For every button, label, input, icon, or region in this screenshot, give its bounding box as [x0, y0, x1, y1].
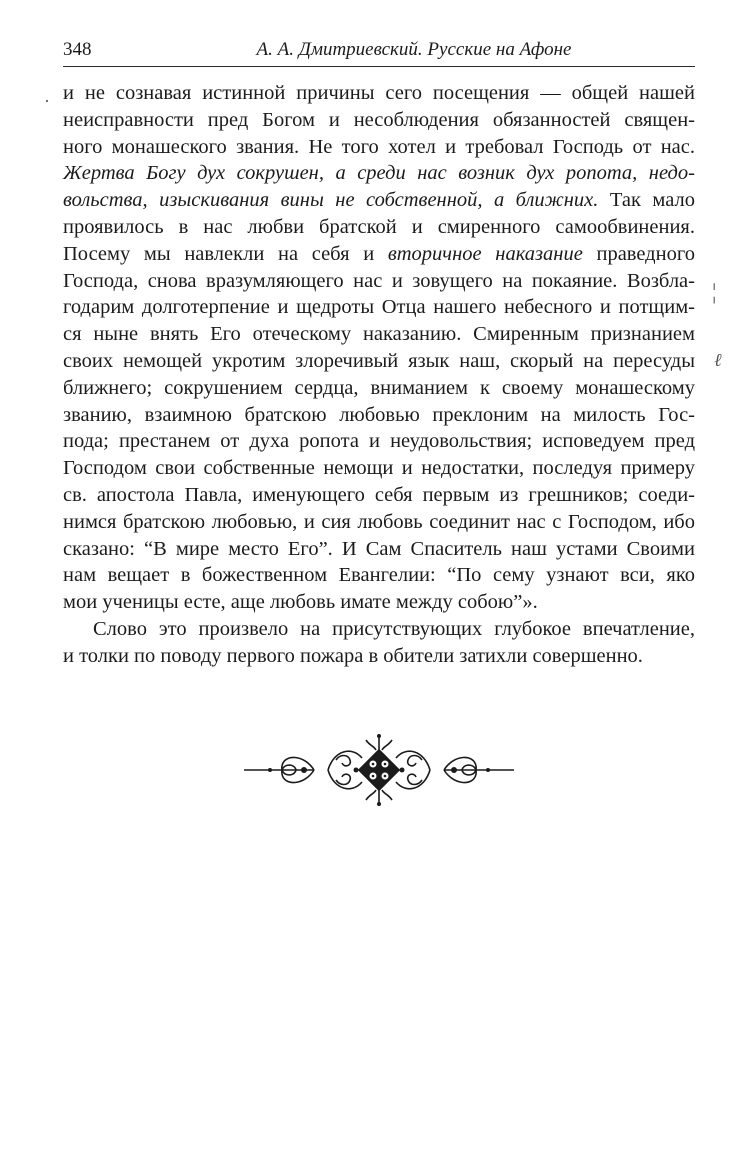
text-run: праведного — [582, 242, 695, 265]
text-line: Слово это произвело на присутствующих глубокое впечатление, — [93, 617, 695, 640]
italic-phrase: вторичное наказание — [387, 242, 583, 265]
text-line: ного монашеского звания. Не того хотел и требовал Господь от нас. — [63, 135, 695, 158]
paragraph-2 — [63, 616, 695, 670]
page-number: 348 — [63, 39, 92, 60]
text-line: и не сознавая истинной причины сего посещения — общей нашей — [63, 82, 695, 104]
text-line: неисправности пред Богом и несоблюдения обязанностей священ- — [63, 108, 695, 131]
body-text — [63, 80, 695, 670]
floral-vignette-icon — [244, 732, 514, 808]
text-line: ближнего; сокрушением сердца, вниманием к своему монашескому — [63, 376, 695, 399]
text-line: Господом свои собственные немощи и недостатки, последуя примеру — [63, 457, 695, 480]
margin-squiggle-mark: ℓ — [714, 350, 722, 370]
text-line: званию, взаимною братскою любовью преклоним на милость Гос- — [63, 403, 695, 426]
text-line: ся ныне внять Его отеческому наказанию. Смиренным признанием — [63, 323, 695, 346]
paragraph-1 — [63, 80, 695, 616]
italic-phrase: вольства, изыскивания вины не собственной, а ближних. — [63, 189, 599, 212]
text-line: сказано: “В мире место Его”. И Сам Спаситель наш устами Своими — [63, 537, 695, 560]
text-line — [63, 241, 695, 268]
text-line: мои ученицы есте, аще любовь имате между собою”». — [63, 591, 538, 614]
text-line: нам вещает в божественном Евангелии: “По сему узнают вси, яко — [63, 564, 695, 587]
margin-dot-mark: · — [44, 91, 50, 111]
text-line: св. апостола Павла, именующего себя первым из грешников; соеди- — [63, 483, 695, 506]
text-line: своих немощей укротим злоречивый язык наш, скорый на пересуды — [63, 349, 695, 372]
text-line: Господа, снова вразумляющего нас и зовущего на покаяние. Возбла- — [63, 269, 695, 292]
running-header — [63, 38, 695, 67]
text-run: Так мало — [598, 189, 695, 212]
text-line: и толки по поводу первого пожара в обители затихли совершенно. — [63, 644, 643, 667]
text-line: пода; престанем от духа ропота и неудовольствия; исповедуем пред — [63, 430, 695, 453]
margin-bar-mark: ¦ — [712, 279, 717, 304]
text-line — [63, 187, 695, 214]
text-line: нимся братскою любовью, и сия любовь соединит нас с Господом, ибо — [63, 510, 695, 533]
text-run: Посему мы навлекли на себя и — [63, 242, 388, 265]
text-line: проявилось в нас любви братской и смиренного самообвинения. — [63, 215, 695, 238]
text-line-italic: Жертва Богу дух сокрушен, а среди нас возник дух ропота, недо- — [63, 162, 695, 185]
text-line: годарим долготерпение и щедроты Отца нашего небесного и потщим- — [63, 296, 695, 319]
running-title: А. А. Дмитриевский. Русские на Афоне — [256, 39, 572, 60]
